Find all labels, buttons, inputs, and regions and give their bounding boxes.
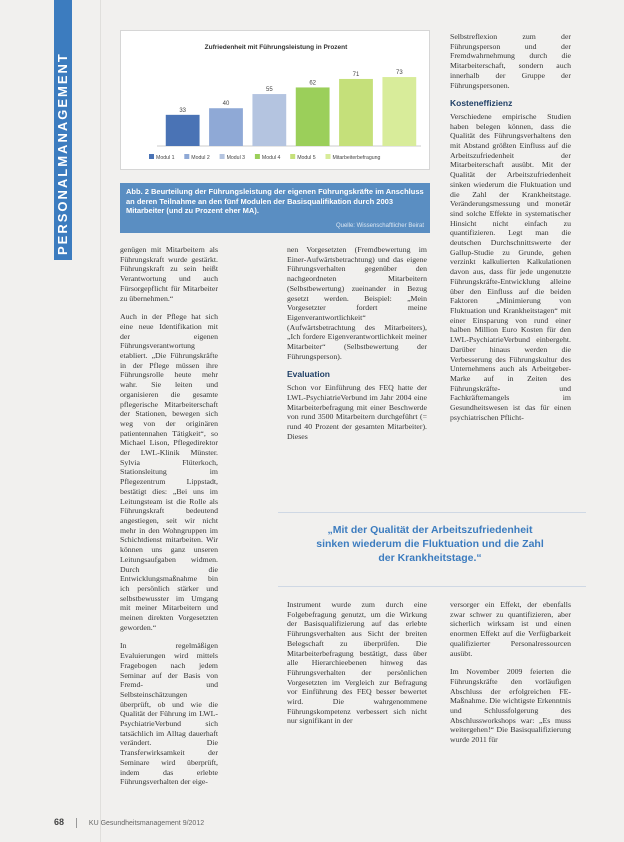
legend-swatch-3 xyxy=(220,154,225,159)
gutter-rule xyxy=(100,0,101,842)
paragraph: Selbstreflexion zum der Führungsperson und der Fremdwahrnehmung durch die Mitarbeiterschaft, sondern auch innerhalb der Gruppe der Führungspersonen. xyxy=(450,32,571,90)
text-column-2-lower xyxy=(287,600,427,735)
paragraph: nen Vorgesetzten (Fremdbewertung im Einer-Aufwärtsbetrachtung) und das eigene Führungsverhalten gegenüber den nachgeordneten Mitarbeitern (Selbstbewertung) zueinander in Bezug gesetzt werden. Beispiel: „Mein Vorgesetzter fordert meine Eigenverantwortlichkeit“ (Aufwärtsbetrachtung des Mitarbeiters), „Ich fordere Eigenverantwortlichkeit meiner Mitarbeiter“ (Selbstbewertung der Führungsperson). xyxy=(287,245,427,361)
text-column-3-lower xyxy=(450,600,571,754)
paragraph: In regelmäßigen Evaluierungen wird mittels Fragebogen nach jedem Seminar auf der Basis von Fremd- und Selbsteinschätzungen überprüft, ob und wie die Qualität der Führung im LWL-PsychiatrieVerbund sich tatsächlich im Alltag dauerhaft verändert. Die Transferwirksamkeit der Seminare wird überprüft, indem das erlebte Führungsverhalten der eige- xyxy=(120,641,218,787)
paragraph: Instrument wurde zum durch eine Folgebefragung genutzt, um die Wirkung der Basisqualifizierung auf das erlebte Führungsverhalten aus Sicht der breiten Belegschaft zu überprüfen. Die Mitarbeiterbefragung bestätigt, dass über alle Hierarchieebenen hinweg das Führungsverhalten der persönlichen Vorgesetzten im Vergleich zur Befragung vor Einführung des FEQ besser bewertet wird. Die wahrgenommene Führungskompetenz verbessert sich nicht nur signifikant in der xyxy=(287,600,427,726)
bar-chart xyxy=(121,31,431,171)
paragraph: genügen mit Mitarbeitern als Führungskraft wurde gestärkt. Führungskraft zu sein heißt Verantwortung und auch Fürsorgepflicht für Mitarbeiter zu übernehmen.“ xyxy=(120,245,218,303)
legend-label-5: Modul 5 xyxy=(297,155,316,161)
page-footer xyxy=(54,817,204,828)
section-heading: Kosteneffizienz xyxy=(450,98,513,109)
paragraph: Im November 2009 feierten die Führungskräfte den vorläufigen Abschluss der erfolgreichen FE-Maßnahme. Die wichtigste Erkenntnis und Schlussfolgerung des Abschlussworkshops war: „Es muss weitergehen!“ Die Basisqualifizierung wurde 2011 für xyxy=(450,667,571,745)
bar-3 xyxy=(252,94,286,146)
data-label-4: 62 xyxy=(309,80,317,87)
legend-label-1: Modul 1 xyxy=(156,155,175,161)
legend-label-6: Mitarbeiterbefragung xyxy=(332,155,381,161)
pullquote-rule-bottom xyxy=(278,586,586,587)
pull-quote xyxy=(290,523,570,565)
publication-name: KU Gesundheitsmanagement 9/2012 xyxy=(88,820,205,827)
data-label-3: 55 xyxy=(265,87,273,94)
legend-swatch-4 xyxy=(255,154,260,159)
legend-label-4: Modul 4 xyxy=(261,155,281,161)
data-label-5: 71 xyxy=(352,71,360,78)
figure-caption xyxy=(120,183,430,233)
paragraph: Schon vor Einführung des FEQ hatte der LWL-PsychiatrieVerbund im Jahr 2004 eine Mitarbeiterbefragung mit einer Beschwerde von rund 3500 Mitarbeitern durchgeführt (= rund 40 Prozent der gesamten Mitarbeiter). Dieses xyxy=(287,383,427,441)
legend-swatch-5 xyxy=(290,154,295,159)
page-number: 68 xyxy=(54,817,65,827)
text-column-2 xyxy=(287,245,427,450)
data-label-2: 40 xyxy=(222,101,230,108)
pullquote-rule-top xyxy=(278,512,586,513)
pullquote-line: „Mit der Qualität der Arbeitszufriedenheit xyxy=(327,524,533,536)
bar-6 xyxy=(382,77,416,146)
bar-5 xyxy=(339,79,373,146)
chart-title: Zufriedenheit mit Führungsleistung in Prozent xyxy=(204,44,348,51)
legend-label-2: Modul 2 xyxy=(191,155,210,161)
section-heading: Evaluation xyxy=(287,369,330,380)
chart-figure xyxy=(120,30,430,170)
bar-1 xyxy=(166,115,200,146)
legend-label-3: Modul 3 xyxy=(226,155,246,161)
paragraph: Verschiedene empirische Studien haben belegen können, dass die Qualität des Führungsverhaltens den mit Abstand größten Einfluss auf die Arbeitszufriedenheit der Mitarbeiterschaft ausübt. Mit der Qualität der Arbeitszufriedenheit sinken wiederum die Fluktuation und die Zahl der Krankheitstage. Veränderungsmessung und monetär sind solche Effekte in systematischer Hinsicht nicht einfach zu quantifizieren. Legt man die deutschen Durchschnittswerte der Gallup-Studie zu Grunde, gehen verzinkt kalkulierten Kalkulationen davon aus, dass für jede ungenutzte Führungskräfte-Entwicklung alleine über den Einfluss auf die beiden Faktoren „Minimierung von Fluktuation und Krankheitstagen“ mit einer Einsparung von rund einer halben Million Euro Kosten für den LWL-PsychiatrieVerbund einbergeht. Darüber hinaus werden die Verbesserung des Führungskultur des Unternehmens auch als Arbeitgeber-Marke auf in Zeiten des Führungskräfte- und Fachkräftemangels im Gesundheitswesen ist das für einen psychiatrischen Pflicht- xyxy=(450,111,571,422)
data-label-1: 33 xyxy=(179,107,187,114)
text-column-3 xyxy=(450,32,571,431)
legend-swatch-6 xyxy=(326,154,331,159)
caption-text: Abb. 2 Beurteilung der Führungsleistung der eigenen Führungskräfte im Anschluss an deren Teilnahme an den fünf Modulen der Basisqualifikation durch 2003 Mitarbeiter (und zu Prozent eher MA). xyxy=(126,187,424,215)
bar-2 xyxy=(209,108,243,146)
pullquote-line: der Krankheitstage.“ xyxy=(378,552,482,564)
paragraph: versorger ein Effekt, der ebenfalls zwar schwer zu quantifizieren, aber sicherlich wirksam ist und einen enormen Effekt auf die Verfügbarkeit qualifizierter Personalressourcen ausübt. xyxy=(450,600,571,658)
caption-source: Quelle: Wissenschaftlicher Beirat xyxy=(335,222,424,229)
legend-swatch-1 xyxy=(149,154,154,159)
pullquote-line: sinken wiederum die Fluktuation und die Zahl xyxy=(316,538,544,550)
bar-4 xyxy=(296,87,330,146)
legend-swatch-2 xyxy=(184,154,189,159)
text-column-1 xyxy=(120,245,218,796)
paragraph: Auch in der Pflege hat sich eine neue Identifikation mit der eigenen Führungsverantwortung etabliert. „Die Führungskräfte in der Pflege müssen ihre Führungsrolle heute mehr wahr. Sie leiten und organisieren die gesamte pflegerische Mitarbeiterschaft der Stationen, bewegen sich weg von der originären patientennahen Tätigkeit“, so Michael Lison, Pflegedirektor der LWL-Klinik Münster. Sylvia Flüterkoch, Stationsleitung im Pflegezentrum Lippstadt, bestätigt dies: „Bei uns im Leitungsteam ist die Rolle als Führungskraft bedeutend angestiegen, seit wir nicht mehr in den Wohngruppen im Schichtdienst mitarbeiten. Wir können uns ganz unseren Leitungsaufgaben widmen. Durch die Entwicklungsmaßnahme bin ich persönlich stärker und selbstbewusster im Umgang mit meiner Mitarbeitern und meinen direkten Vorgesetzten geworden.“ xyxy=(120,312,218,632)
footer-divider xyxy=(76,818,77,828)
section-title: PERSONALMANAGEMENT xyxy=(55,52,70,255)
data-label-6: 73 xyxy=(395,70,403,77)
